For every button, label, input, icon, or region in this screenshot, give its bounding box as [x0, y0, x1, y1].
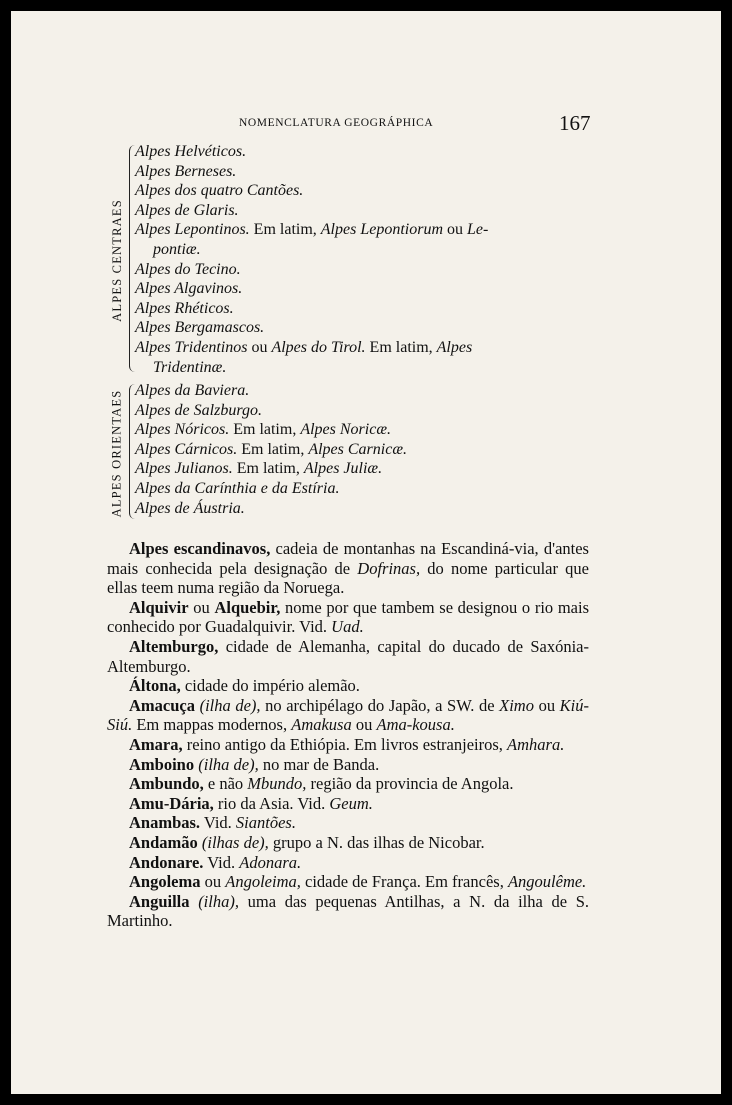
list-item: Alpes Helvéticos. [135, 143, 247, 160]
entry-amu-daria: Amu-Dária, rio da Asia. Vid. Geum. [129, 793, 373, 813]
dictionary-entries [107, 539, 589, 931]
entry-ambundo: Ambundo, e não Mbundo, região da provincia de Angola. [129, 774, 514, 794]
running-title: NOMENCLATURA GEOGRÁPHICA [239, 117, 434, 129]
list-item: Alpes Berneses. [135, 162, 237, 180]
entry-alquivir: Alquivir ou Alquebir, nome por que tambem se designou o rio mais conhecido por Guadalquivir. Vid. Uad. [107, 597, 590, 637]
book-page [11, 11, 721, 1094]
entry-andamao: Andamão (ilhas de), grupo a N. das ilhas de Nicobar. [129, 832, 485, 852]
list-item: Alpes Lepontinos. Em latim, Alpes Lepontiorum ou Le- pontiæ. [135, 221, 489, 258]
list-item: Alpes Bergamascos. [135, 319, 265, 337]
list-item: Alpes Cárnicos. Em latim, Alpes Carnicæ. [135, 440, 407, 458]
list-item: Alpes dos quatro Cantões. [135, 182, 304, 200]
entry-altemburgo: Altemburgo, cidade de Alemanha, capital do ducado de Saxónia-Altemburgo. [107, 636, 589, 676]
list-item: Alpes Rhéticos. [135, 299, 234, 317]
entry-amara: Amara, reino antigo da Ethiópia. Em livros estranjeiros, Amhara. [129, 734, 565, 754]
entry-alpes-escandinavos: Alpes escandinavos, cadeia de montanhas na Escandiná-via, d'antes mais conhecida pela designação de Dofrinas, do nome particular que ellas teem numa região da Noruega. [107, 539, 589, 598]
entry-anambas: Anambas. Vid. Siantões. [129, 813, 296, 833]
entry-amacuca: Amacuça (ilha de), no archipélago do Japão, a SW. de Ximo ou Kiú-Siú. Em mappas modernos, Amakusa ou Ama-kousa. [107, 695, 590, 735]
page-number: 167 [559, 111, 591, 135]
page-header [11, 111, 721, 141]
list-item: Alpes do Tecino. [135, 260, 241, 278]
entry-angolema: Angolema ou Angoleima, cidade de França. Em francês, Angoulême. [129, 872, 587, 892]
list-item: Alpes de Salzburgo. [135, 401, 262, 419]
group-label: ALPES ORIENTAES [109, 389, 124, 517]
entry-amboino: Amboino (ilha de), no mar de Banda. [129, 754, 380, 774]
list-item: Alpes Nóricos. Em latim, Alpes Noricæ. [135, 421, 391, 439]
entry-anguilla: Anguilla (ilha), uma das pequenas Antilhas, a N. da ilha de S. Martinho. [107, 891, 589, 931]
list-item: Alpes Julianos. Em latim, Alpes Juliæ. [135, 460, 383, 478]
list-item: Alpes de Glaris. [135, 201, 239, 219]
list-item: Alpes da Baviera. [135, 382, 250, 399]
list-item: Alpes de Áustria. [135, 499, 245, 517]
alpes-centraes-list [135, 142, 615, 377]
list-item: Alpes Algavinos. [135, 280, 243, 298]
entry-andonare: Andonare. Vid. Adonara. [129, 852, 302, 872]
entry-altona: Áltona, cidade do império alemão. [129, 676, 360, 696]
list-item: Alpes da Carínthia e da Estíria. [135, 479, 340, 497]
list-item: Alpes Tridentinos ou Alpes do Tirol. Em latim, Alpes Tridentinæ. [135, 338, 473, 376]
group-label: ALPES CENTRAES [109, 198, 124, 322]
alpes-orientaes-list [135, 381, 615, 518]
